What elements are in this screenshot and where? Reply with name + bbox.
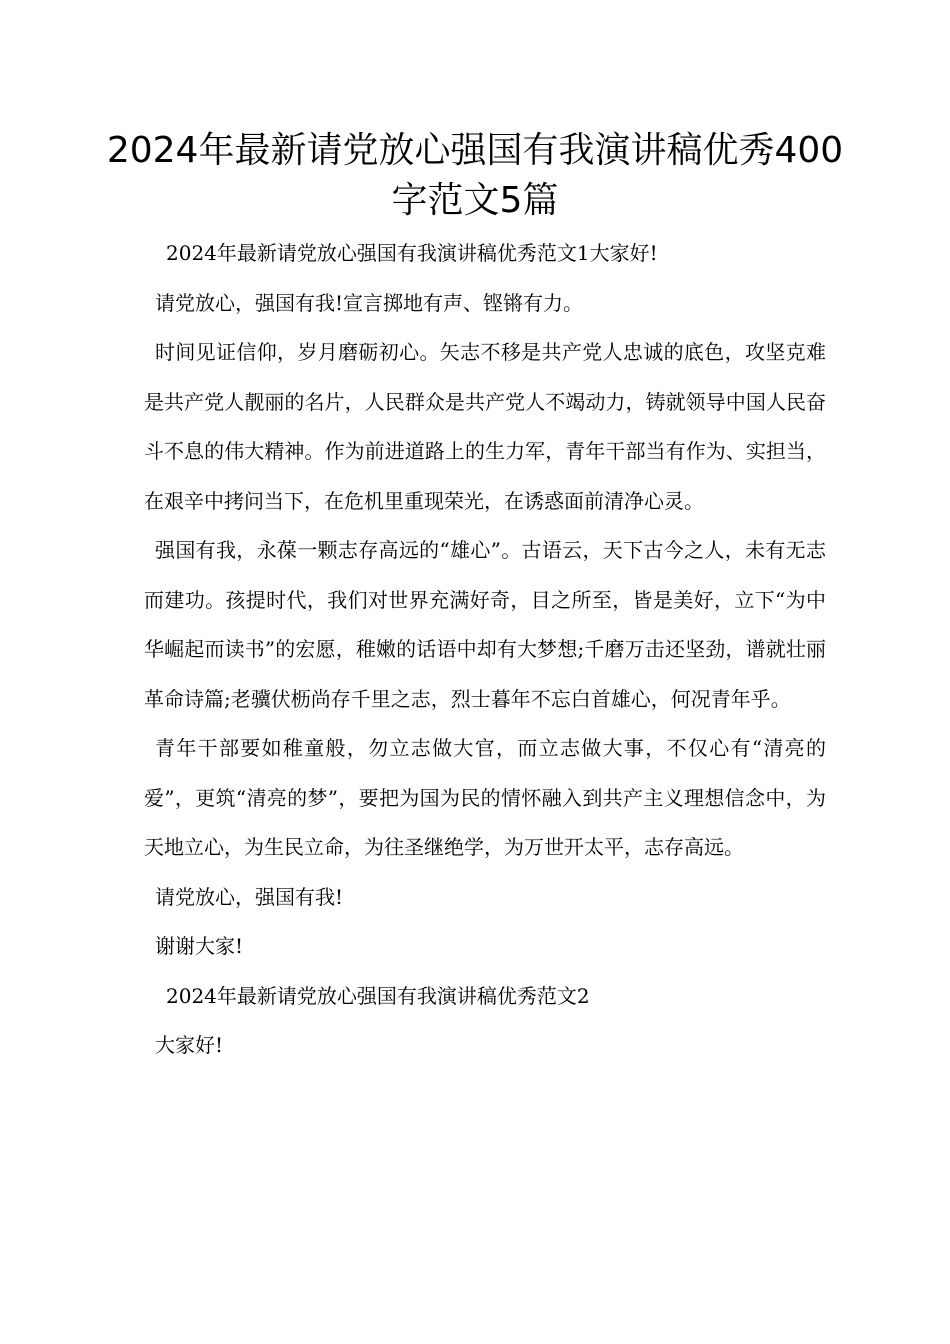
- document-body: [144, 229, 826, 1071]
- document-title: 2024年最新请党放心强国有我演讲稿优秀400字范文5篇: [106, 130, 844, 221]
- paragraph-pledge: 请党放心，强国有我!宣言掷地有声、铿锵有力。: [155, 290, 584, 315]
- paragraph-faith: 时间见证信仰，岁月磨砺初心。矢志不移是共产党人忠诚的底色，攻坚克难是共产党人靓丽的名片，人民群众是共产党人不竭动力，铸就领导中国人民奋斗不息的伟大精神。作为前进道路上的生力军，青年干部当有作为、实担当，在艰辛中拷问当下，在危机里重现荣光，在诱惑面前清净心灵。: [144, 340, 826, 513]
- paragraph-ambition: 强国有我，永葆一颗志存高远的“雄心”。古语云，天下古今之人，未有无志而建功。孩提时代，我们对世界充满好奇，目之所至，皆是美好，立下“为中华崛起而读书”的宏愿，稚嫩的话语中却有大梦想;千磨万击还坚劲，谱就壮丽革命诗篇;老骥伏枥尚存千里之志，烈士暮年不忘白首雄心，何况青年乎。: [144, 538, 826, 711]
- paragraph-thanks: 谢谢大家!: [155, 934, 244, 958]
- paragraph-youth-cadres: 青年干部要如稚童般，勿立志做大官，而立志做大事，不仅心有“清亮的爱”，更筑“清亮的梦”，要把为国为民的情怀融入到共产主义理想信念中，为天地立心，为生民立命，为往圣继绝学，为万世开太平，志存高远。: [144, 736, 826, 859]
- paragraph-greeting-2: 大家好!: [155, 1033, 224, 1057]
- paragraph-heading-2: 2024年最新请党放心强国有我演讲稿优秀范文2: [166, 983, 590, 1008]
- paragraph-closing-pledge: 请党放心，强国有我!: [155, 884, 344, 909]
- paragraph-intro-1: 2024年最新请党放心强国有我演讲稿优秀范文1大家好!: [166, 241, 658, 265]
